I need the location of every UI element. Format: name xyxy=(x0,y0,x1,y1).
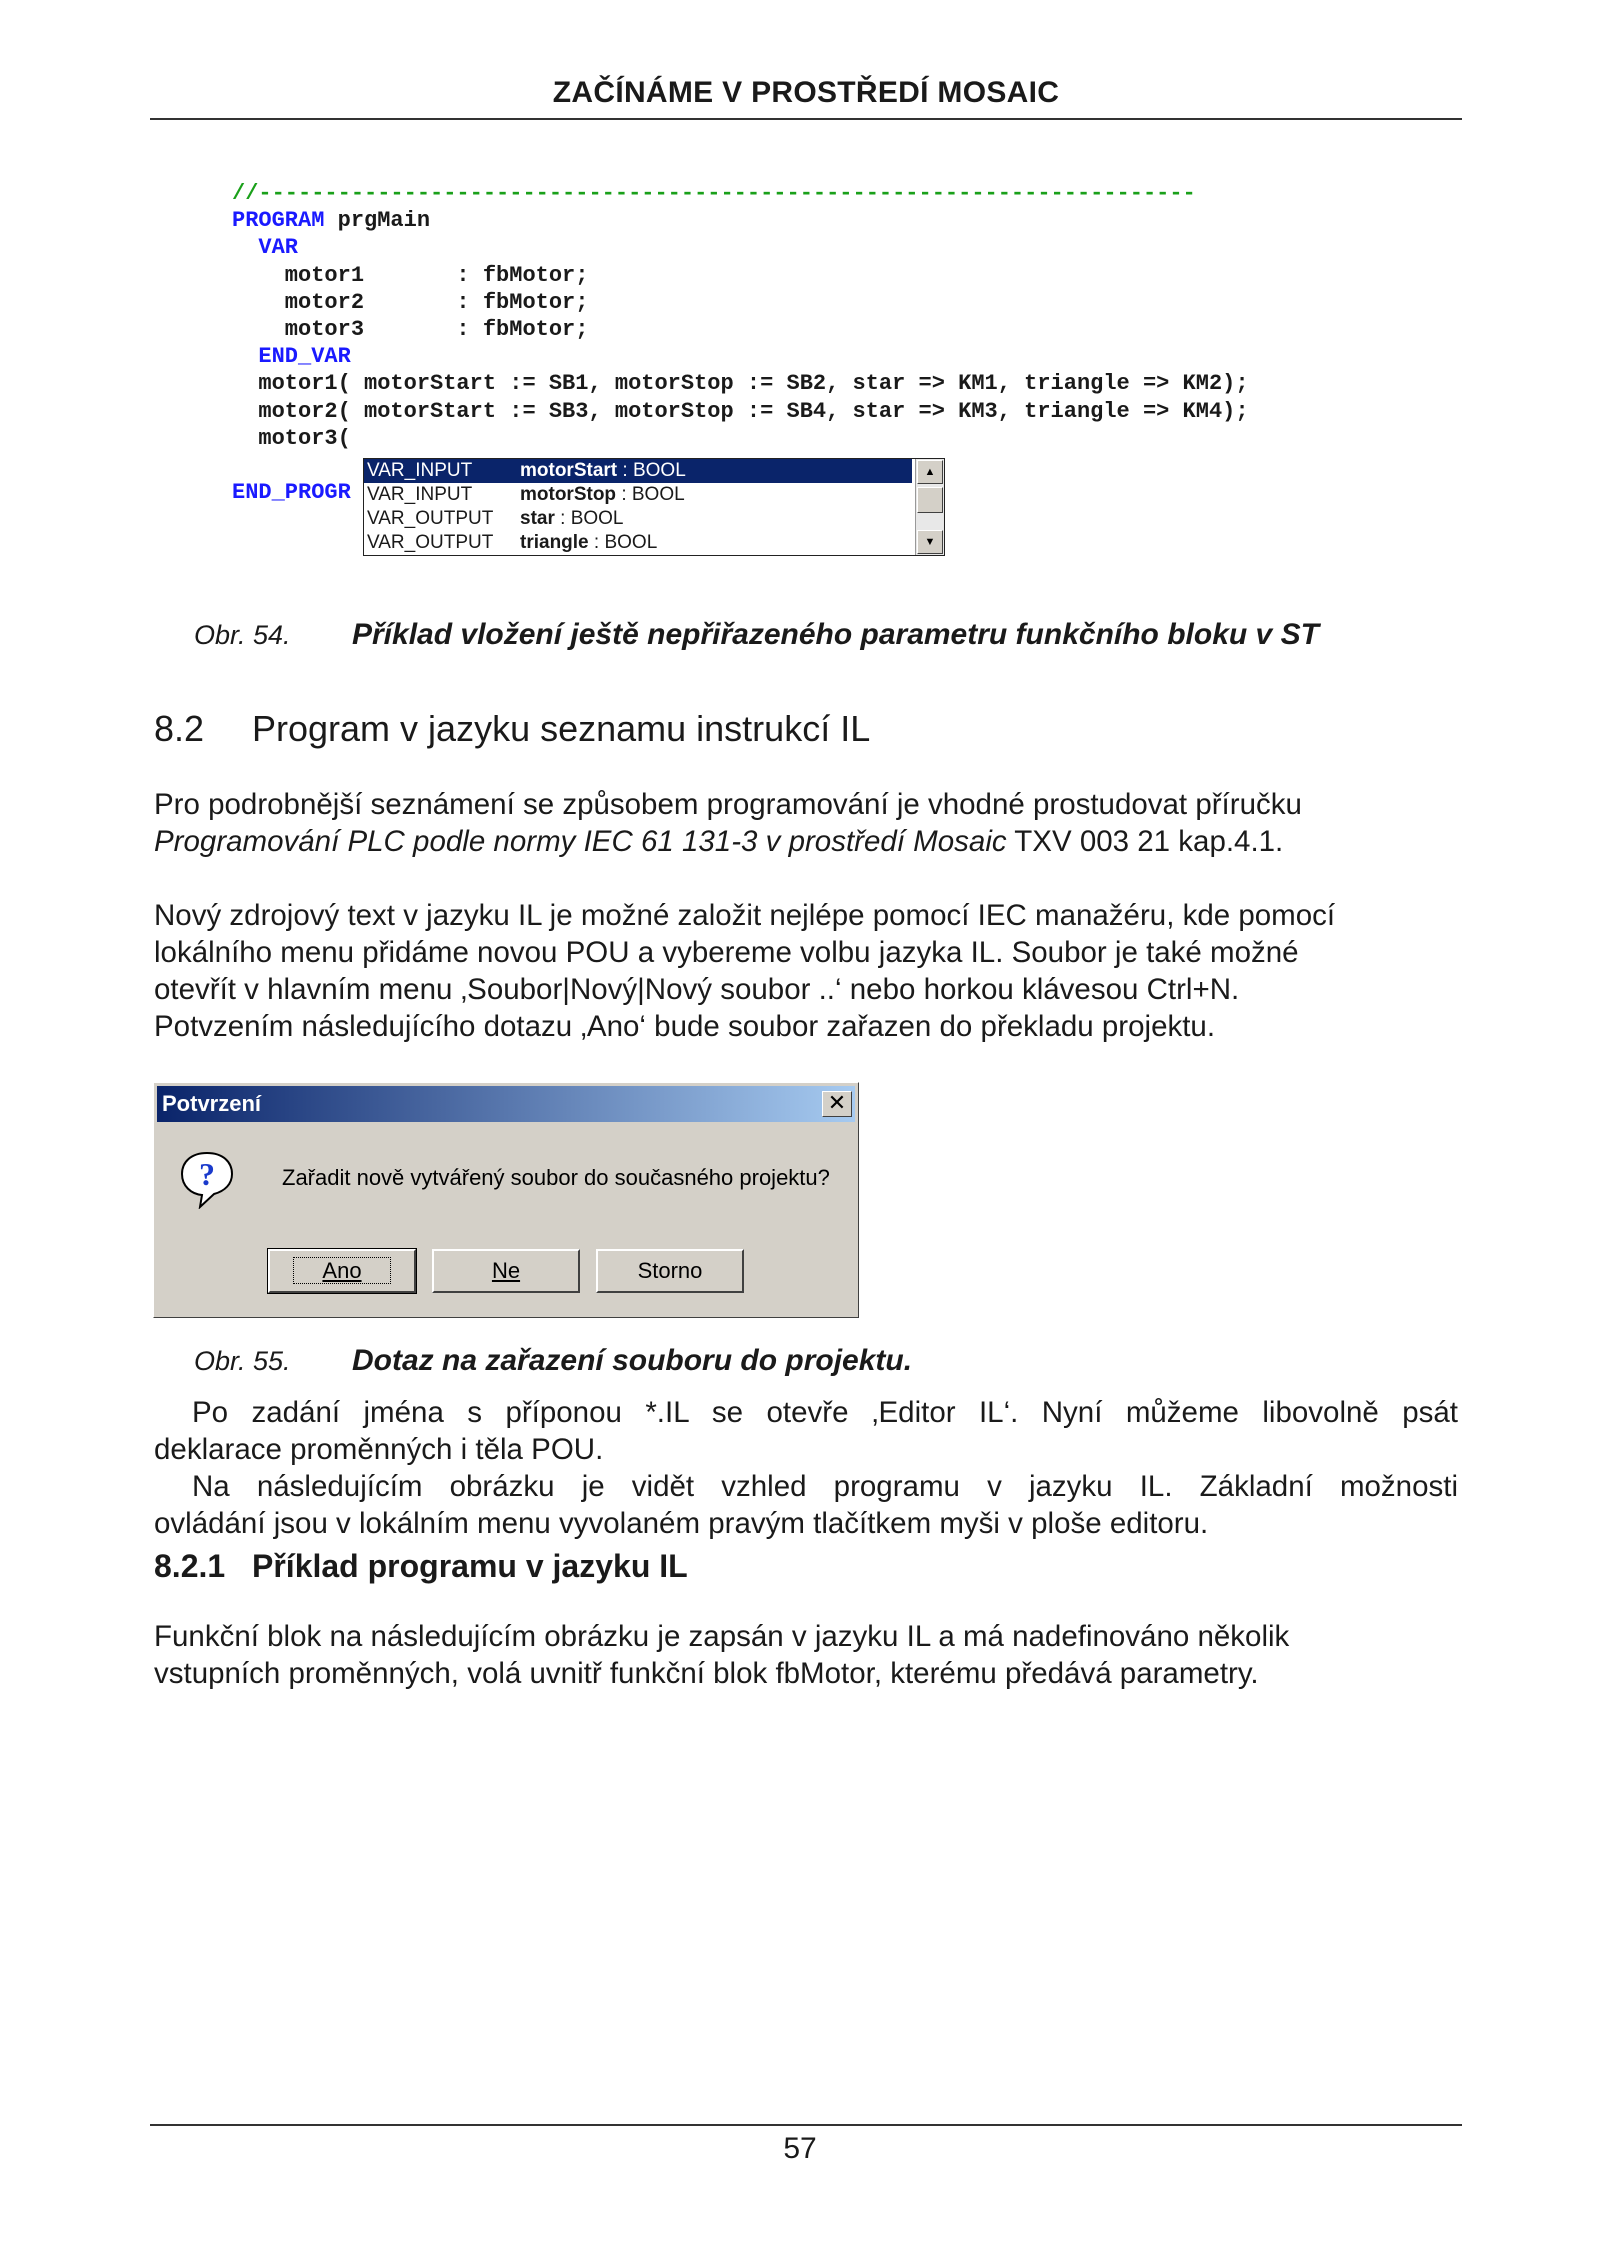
scroll-down-icon[interactable]: ▼ xyxy=(917,530,943,554)
scroll-thumb[interactable] xyxy=(917,487,943,513)
code-line: motor2( motorStart := SB3, motorStop := SB4, star => KM3, triangle => KM4); xyxy=(232,398,1249,424)
close-icon[interactable]: ✕ xyxy=(822,1091,852,1117)
autocomplete-item[interactable]: VAR_INPUT motorStop : BOOL xyxy=(367,484,685,505)
scroll-up-icon[interactable]: ▲ xyxy=(917,460,943,484)
code-line: VAR xyxy=(258,235,299,261)
paragraph-line: Nový zdrojový text v jazyku IL je možné založit nejlépe pomocí IEC manažéru, kde pomocí xyxy=(154,899,1336,932)
code-line: motor2 : fbMotor; xyxy=(232,289,589,315)
paragraph-line: ovládání jsou v lokálním menu vyvolaném pravým tlačítkem myši v ploše editoru. xyxy=(154,1507,1209,1540)
paragraph-line: Po zadání jména s příponou *.IL se otevře ‚Editor IL‘. Nyní můžeme libovolně psát xyxy=(192,1396,1458,1429)
paragraph-editor-il xyxy=(154,1394,1458,1542)
subsection-number: 8.2.1 xyxy=(154,1548,226,1584)
code-line: motor3 : fbMotor; xyxy=(232,316,589,342)
dialog-title: Potvrzení xyxy=(157,1086,855,1122)
paragraph-line: Na následujícím obrázku je vidět vzhled programu v jazyku IL. Základní možnosti xyxy=(192,1470,1458,1503)
yes-button[interactable]: Ano xyxy=(268,1249,416,1293)
no-button[interactable]: Ne xyxy=(432,1249,580,1293)
code-line: motor1( motorStart := SB1, motorStop := SB2, star => KM1, triangle => KM2); xyxy=(232,371,1249,397)
footer-rule xyxy=(150,2124,1462,2126)
page-number: 57 xyxy=(783,2132,817,2165)
confirm-dialog xyxy=(153,1082,859,1318)
paragraph-line: deklarace proměnných i těla POU. xyxy=(154,1433,604,1466)
autocomplete-item[interactable]: VAR_OUTPUT star : BOOL xyxy=(367,508,624,529)
paragraph-line: otevřít v hlavním menu ‚Soubor|Nový|Nový soubor ..‘ nebo horkou klávesou Ctrl+N. xyxy=(154,973,1240,1006)
code-line: //----------------------------------------------------------------------- xyxy=(232,181,1196,206)
dialog-message: Zařadit nově vytvářený soubor do současného projektu? xyxy=(282,1165,830,1190)
figure54-caption: Příklad vložení ještě nepřiřazeného parametru funkčního bloku v ST xyxy=(352,618,1319,651)
paragraph-manual-reference xyxy=(154,786,1458,860)
running-header: ZAČÍNÁME V PROSTŘEDÍ MOSAIC xyxy=(552,76,1060,109)
paragraph-new-source xyxy=(154,897,1458,1045)
section-title: Program v jazyku seznamu instrukcí IL xyxy=(252,708,871,749)
svg-text:?: ? xyxy=(199,1156,215,1192)
autocomplete-item[interactable]: VAR_OUTPUT triangle : BOOL xyxy=(367,532,658,553)
figure55-caption: Dotaz na zařazení souboru do projektu. xyxy=(352,1344,913,1377)
header-rule xyxy=(150,118,1462,120)
code-line: END_VAR xyxy=(258,344,351,370)
autocomplete-popup[interactable] xyxy=(363,458,945,556)
code-line: motor1 : fbMotor; xyxy=(232,262,589,288)
paragraph-line: vstupních proměnných, volá uvnitř funkční blok fbMotor, kterému předává parametry. xyxy=(154,1657,1259,1690)
paragraph-line: Funkční blok na následujícím obrázku je zapsán v jazyku IL a má nadefinováno několik xyxy=(154,1620,1290,1653)
popup-scrollbar[interactable] xyxy=(915,459,944,555)
code-line: END_PROGR xyxy=(232,480,351,506)
section-number: 8.2 xyxy=(154,708,205,749)
book-title: Programování PLC podle normy IEC 61 131-3 v prostředí Mosaic xyxy=(154,825,1007,858)
book-reference: TXV 003 21 kap.4.1. xyxy=(1006,825,1284,858)
paragraph-line: lokálního menu přidáme novou POU a vybereme volbu jazyka IL. Soubor je také možné xyxy=(154,936,1299,969)
code-line: PROGRAM prgMain xyxy=(232,208,431,234)
figure55-number: Obr. 55. xyxy=(194,1346,291,1376)
subsection-title: Příklad programu v jazyku IL xyxy=(252,1548,688,1584)
cancel-button[interactable]: Storno xyxy=(596,1249,744,1293)
question-icon xyxy=(178,1149,236,1209)
autocomplete-item[interactable]: VAR_INPUT motorStart : BOOL xyxy=(364,459,912,483)
paragraph-il-example xyxy=(154,1618,1458,1692)
paragraph-line: Potvzením následujícího dotazu ‚Ano‘ bude soubor zařazen do překladu projektu. xyxy=(154,1010,1216,1043)
paragraph-line: Pro podrobnější seznámení se způsobem programování je vhodné prostudovat příručku xyxy=(154,788,1302,821)
figure54-number: Obr. 54. xyxy=(194,620,291,650)
code-line: motor3( xyxy=(232,425,351,451)
